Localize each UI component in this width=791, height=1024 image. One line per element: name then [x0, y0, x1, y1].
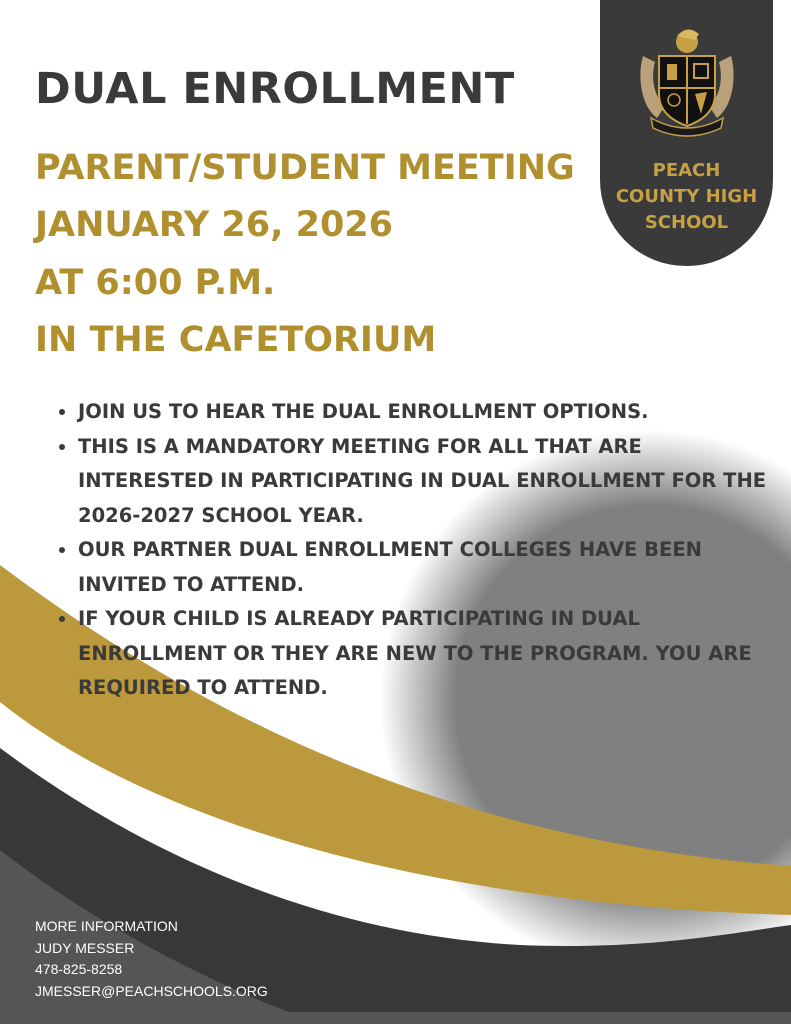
bullet-item: • OUR PARTNER DUAL ENROLLMENT COLLEGES HAVE BEEN INVITED TO ATTEND.: [78, 533, 778, 602]
contact-heading: MORE INFORMATION: [35, 918, 178, 934]
bullet-item: • IF YOUR CHILD IS ALREADY PARTICIPATING IN DUAL ENROLLMENT OR THEY ARE NEW TO THE PROGRAM. YOU ARE REQUIRED TO ATTEND.: [78, 602, 778, 706]
meeting-heading: PARENT/STUDENT MEETING: [35, 148, 575, 188]
bullet-item: • THIS IS A MANDATORY MEETING FOR ALL THAT ARE INTERESTED IN PARTICIPATING IN DUAL ENROLLMENT FOR THE 2026-2027 SCHOOL YEAR.: [78, 430, 778, 534]
meeting-location: IN THE CAFETORIUM: [35, 320, 437, 360]
school-name-line-2: COUNTY HIGH: [615, 186, 758, 207]
page-title: DUAL ENROLLMENT: [35, 64, 515, 114]
bullet-item: • JOIN US TO HEAR THE DUAL ENROLLMENT OPTIONS.: [78, 395, 778, 430]
meeting-time: AT 6:00 P.M.: [35, 263, 276, 303]
contact-phone: 478-825-8258: [35, 961, 123, 977]
school-name-line-1: PEACH: [652, 160, 721, 181]
school-badge: [600, 0, 773, 266]
school-name: [600, 158, 773, 236]
school-name-line-3: SCHOOL: [644, 212, 729, 233]
info-bullet-list: [52, 395, 778, 706]
meeting-date: JANUARY 26, 2026: [35, 205, 393, 245]
contact-email: JMESSER@PEACHSCHOOLS.ORG: [35, 982, 268, 999]
contact-info: [35, 916, 268, 1002]
contact-name: JUDY MESSER: [35, 939, 135, 956]
school-crest-logo: [637, 26, 737, 141]
